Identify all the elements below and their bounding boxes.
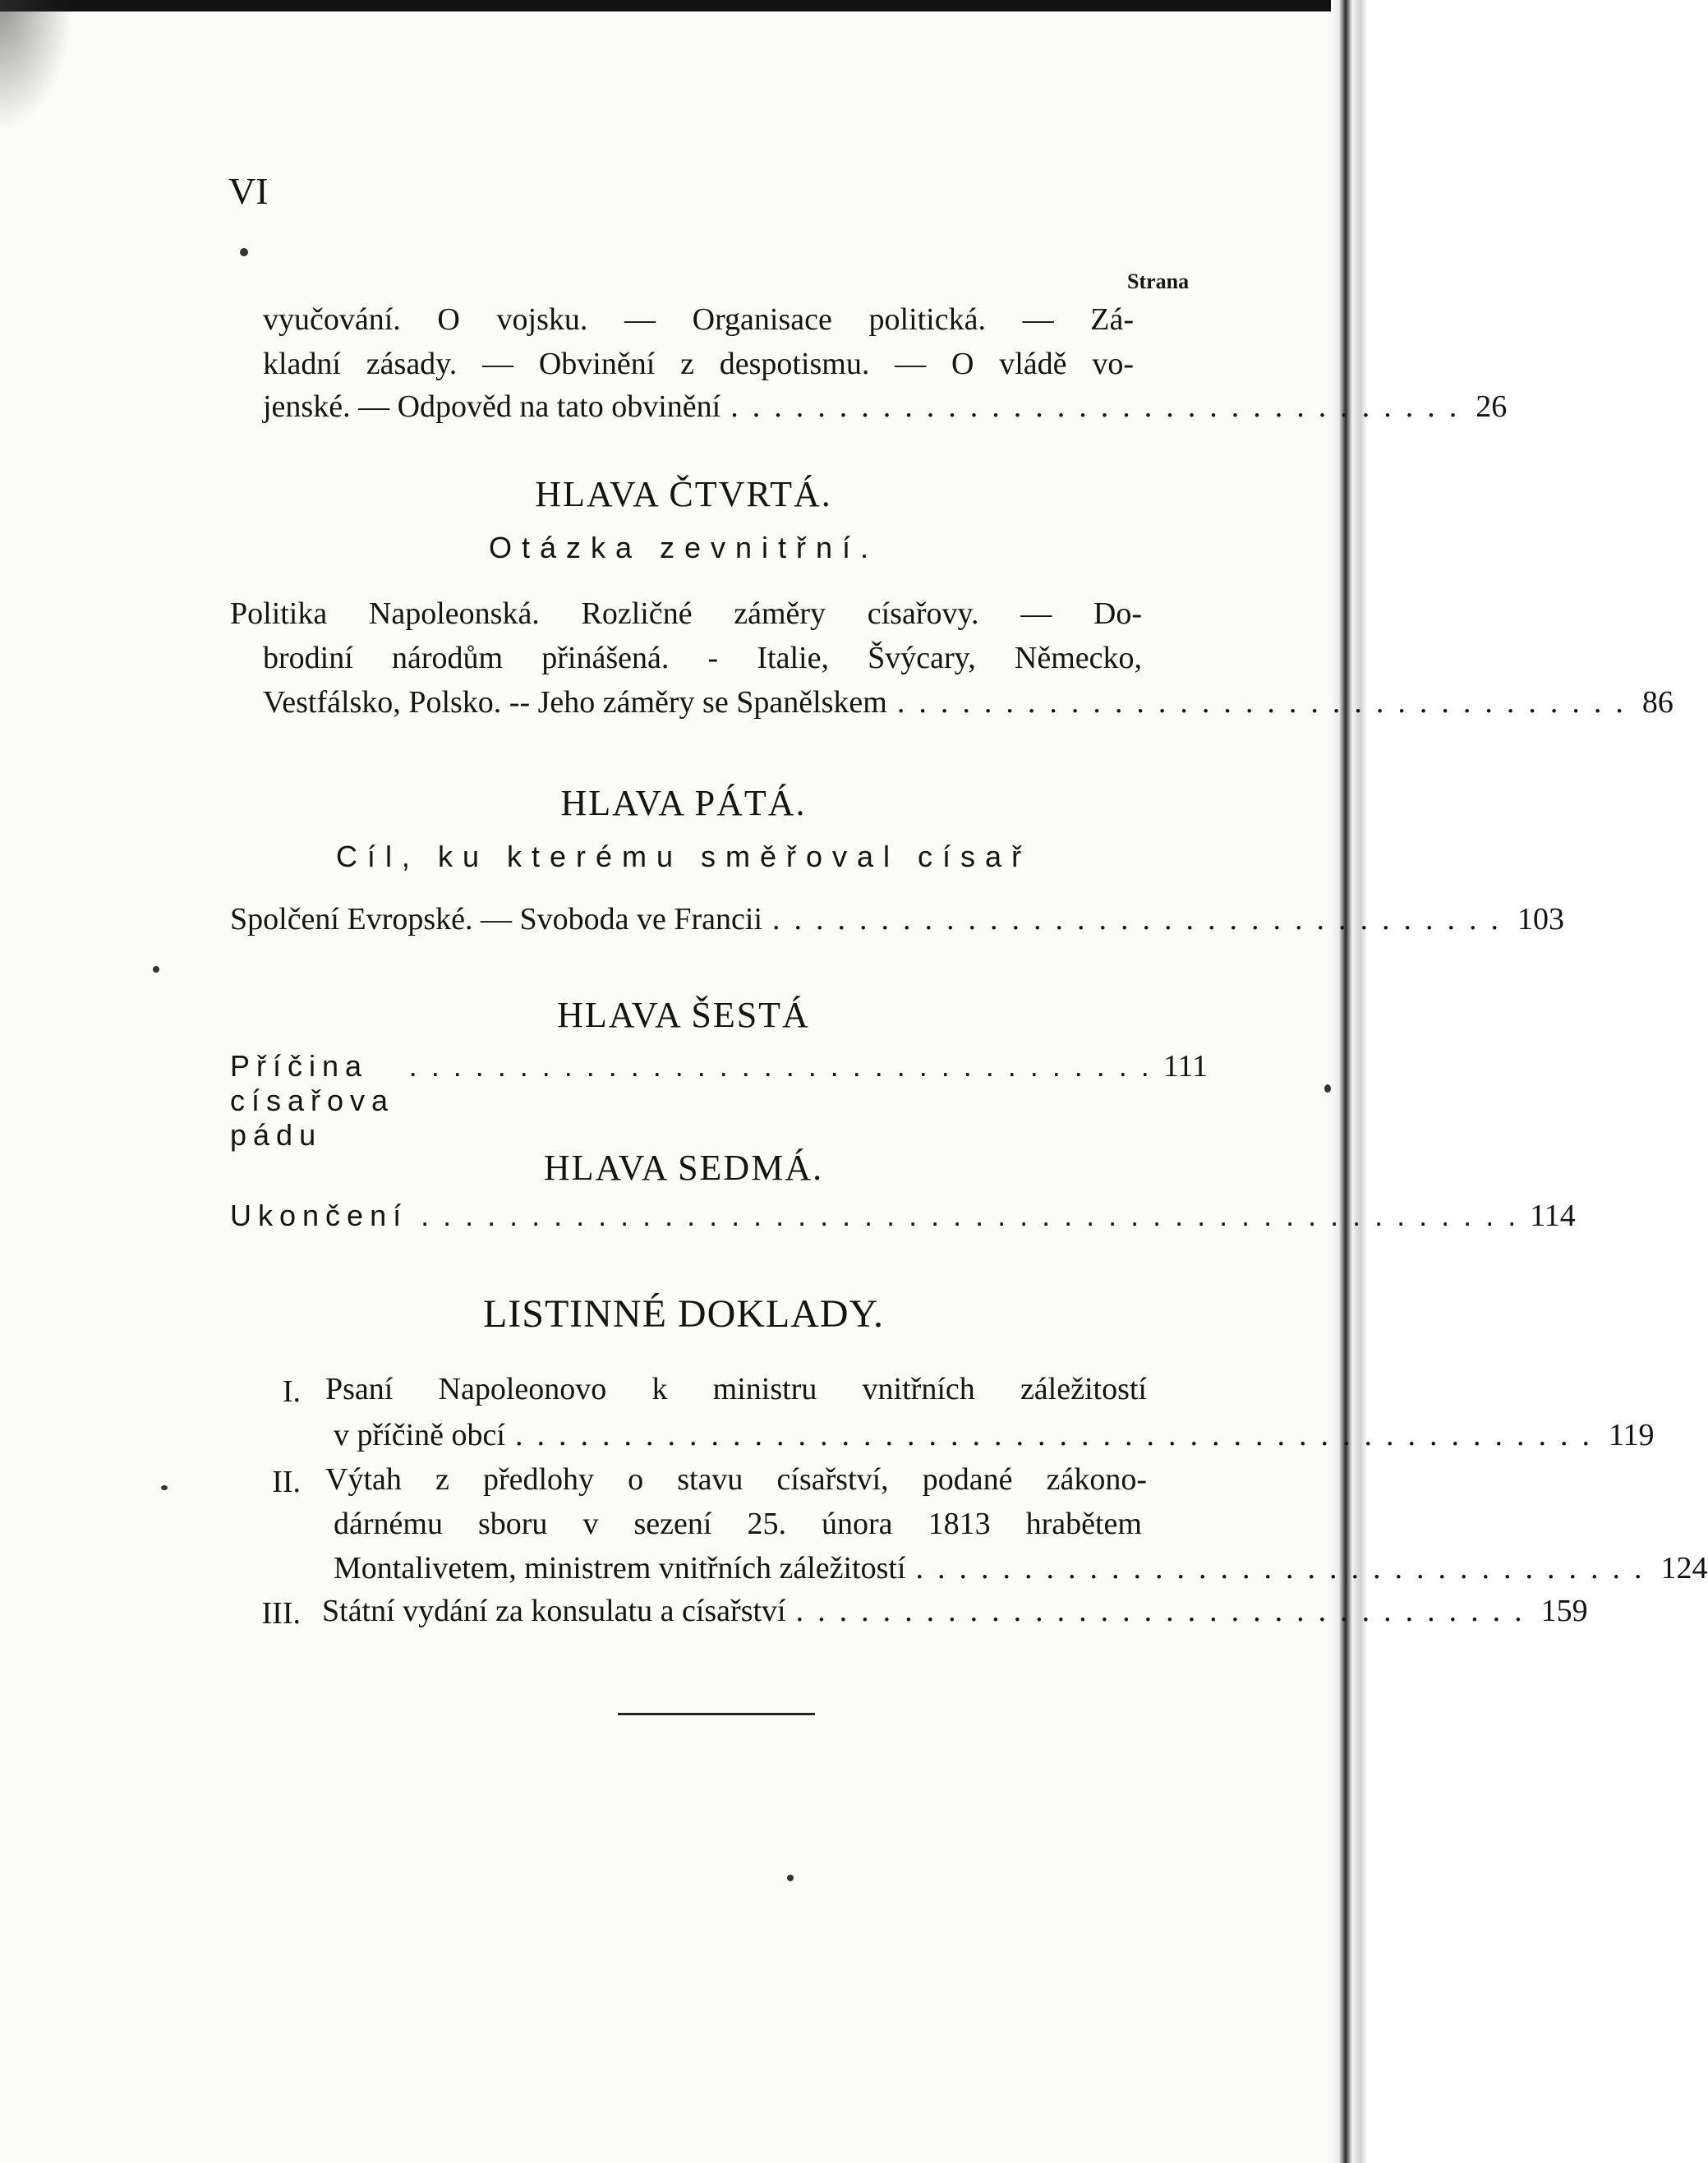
toc-entry-row: Vestfálsko, Polsko. -- Jeho záměry se Spanělskem .................................. 86 — [263, 685, 1673, 720]
leader-dots: .................................. — [730, 389, 1471, 424]
ink-speck — [240, 248, 248, 256]
toc-page-number: 114 — [1530, 1199, 1576, 1233]
page-number: VI — [228, 170, 269, 212]
toc-text-line: vyučování. O vojsku. — Organisace politická. — Zá- — [263, 302, 1134, 337]
toc-text-line: Psaní Napoleonovo k ministru vnitřních záležitostí — [325, 1372, 1147, 1406]
toc-page-number: 86 — [1641, 685, 1673, 720]
toc-text-line: Politika Napoleonská. Rozličné záměry císařovy. — Do- — [230, 596, 1142, 631]
ink-speck — [787, 1875, 794, 1881]
leader-dots: .................................. — [408, 1049, 1163, 1083]
toc-page-number: 159 — [1540, 1594, 1588, 1628]
toc-entry-row: Příčina císařova pádu .................................. 111 — [230, 1049, 1208, 1152]
scan-smudge — [0, 0, 74, 131]
leader-dots: .................................. — [795, 1594, 1536, 1628]
toc-page-number: 26 — [1476, 389, 1508, 424]
toc-text-line: Výtah z předlohy o stavu císařství, podané zákono- — [325, 1462, 1147, 1497]
toc-page-number: 119 — [1608, 1418, 1655, 1452]
closing-rule — [618, 1713, 815, 1715]
ink-speck — [153, 966, 159, 973]
leader-dots: .................................................. — [421, 1199, 1531, 1232]
chapter-heading: HLAVA SEDMÁ. — [543, 1148, 824, 1188]
toc-text-line: kladní zásady. — Obvinění z despotismu. — O vládě vo- — [263, 347, 1134, 381]
chapter-heading: HLAVA ŠESTÁ — [557, 995, 810, 1035]
page-column-header: Strana — [1127, 269, 1190, 293]
document-label: III. — [261, 1596, 301, 1631]
document-label: II. — [272, 1465, 301, 1499]
document-label: I. — [282, 1374, 301, 1409]
leader-dots: .................................. — [915, 1551, 1656, 1585]
toc-page-number: 124 — [1660, 1551, 1708, 1585]
leader-dots: .................................................. — [514, 1418, 1604, 1452]
ink-speck — [1324, 1084, 1331, 1093]
chapter-heading: HLAVA PÁTÁ. — [560, 783, 807, 823]
leader-dots: .................................. — [896, 685, 1637, 720]
toc-entry-row: Spolčení Evropské. — Svoboda ve Francii .................................. 103 — [230, 902, 1565, 937]
toc-entry-row: Montalivetem, ministrem vnitřních záležitostí .................................. 124 — [334, 1551, 1708, 1585]
scan-edge-top — [0, 0, 1367, 12]
chapter-subtitle: Otázka zevnitřní. — [488, 531, 879, 564]
toc-entry-row: jenské. — Odpověd na tato obvinění .................................. 26 — [263, 389, 1508, 424]
chapter-subtitle: Cíl, ku kterému směřoval císař — [335, 840, 1032, 873]
leader-dots: .................................. — [772, 902, 1513, 937]
toc-entry-row: Státní vydání za konsulatu a císařství .................................. 159 — [322, 1594, 1588, 1628]
toc-page-number: 103 — [1517, 902, 1565, 937]
scan-edge-right — [1331, 0, 1367, 2163]
ink-speck — [161, 1485, 168, 1490]
toc-entry-row: Ukončení .................................................. 114 — [230, 1199, 1576, 1233]
toc-text-line: dárnému sboru v sezení 25. února 1813 hrabětem — [334, 1507, 1142, 1541]
chapter-heading: HLAVA ČTVRTÁ. — [535, 474, 832, 514]
toc-entry-row: v příčině obcí .................................................. 119 — [334, 1418, 1655, 1452]
toc-text-line: brodiní národům přinášená. - Italie, Švýcary, Německo, — [263, 641, 1142, 675]
section-heading: LISTINNÉ DOKLADY. — [482, 1292, 885, 1336]
toc-page-number: 111 — [1162, 1049, 1208, 1084]
